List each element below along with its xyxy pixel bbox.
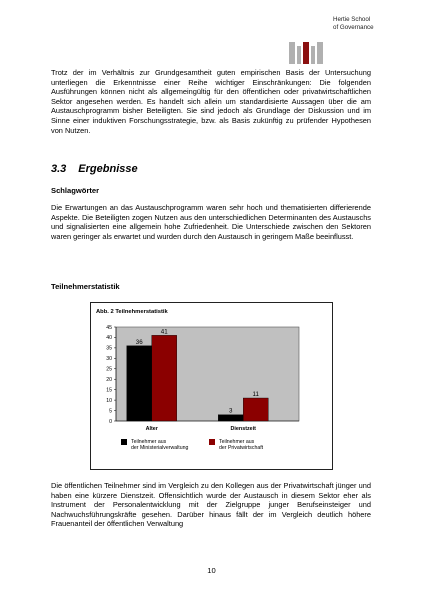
y-tick-label: 10 (106, 397, 112, 404)
x-category-label: Alter (145, 426, 158, 432)
y-tick-label: 45 (106, 324, 112, 331)
legend-label: Teilnehmer aus (219, 439, 255, 445)
page-number: 10 (207, 566, 216, 575)
bar (127, 346, 152, 421)
legend-label: der Ministerialverwaltung (131, 445, 189, 451)
y-tick-label: 30 (106, 356, 112, 363)
data-label: 36 (135, 338, 143, 346)
y-tick-label: 40 (106, 335, 112, 342)
legend-swatch (121, 439, 127, 445)
subheading-keywords: Schlagwörter (51, 186, 100, 195)
data-label: 3 (229, 407, 233, 415)
chart-title: Abb. 2 Teilnehmerstatistik (96, 309, 168, 315)
bar (243, 398, 268, 421)
logo-mark-icon (287, 42, 331, 66)
y-tick-label: 20 (106, 377, 112, 384)
logo-line-1: Hertie School (333, 16, 371, 23)
section-title: Ergebnisse (78, 163, 138, 175)
section-number: 3.3 (51, 163, 67, 175)
institution-logo (287, 16, 407, 68)
analysis-paragraph: Die öffentlichen Teilnehmer sind im Vergleich zu den Kollegen aus der Privatwirtschaft jünger und haben eine kürzere Dienstzeit. Offensichtlich wurde der Austausch in diesem Sektor eher als Instrument der Personalentwicklung mit der Zielgruppe junger Berufseinsteiger und Nachwuchsführungskräfte gesehen. Darüber hinaus fällt der im Vergleich deutlich höhere Frauenanteil der öffentlichen Verwaltung (51, 481, 371, 529)
legend-swatch (209, 439, 215, 445)
legend-label: der Privatwirtschaft (219, 445, 264, 451)
bar (152, 335, 177, 421)
y-tick-label: 15 (106, 387, 112, 394)
y-tick-label: 25 (106, 366, 112, 373)
subheading-statistics: Teilnehmerstatistik (51, 282, 120, 291)
intro-paragraph: Trotz der im Verhältnis zur Grundgesamtheit guten empirischen Basis der Untersuchung unterliegen die Erkenntnisse einer Reihe wichtiger Einschränkungen: Die folgenden Ausführungen können nicht als allgemeingültig für den öffentlichen oder privatwirtschaftlichen Sektor angesehen werden. Es handelt sich allein um standardisierte Aussagen über die am Austauschprogramm bisher Beteiligten. Sie sind jedoch als Grundlage der Diskussion und im Sinne einer induktiven Forschungsstrategie, bzw. als Basis zukünftig zu prüfender Hypothesen von Nutzen. (51, 68, 371, 135)
bar (218, 415, 243, 421)
data-label: 11 (252, 391, 259, 399)
legend-label: Teilnehmer aus (131, 439, 167, 445)
chart-canvas (91, 303, 332, 469)
data-label: 41 (160, 328, 168, 336)
x-category-label: Dienstzeit (230, 426, 256, 432)
section-heading (51, 163, 138, 175)
logo-line-2: of Governance (333, 24, 374, 31)
y-tick-label: 5 (109, 408, 112, 415)
keywords-paragraph: Die Erwartungen an das Austauschprogramm waren sehr hoch und thematisierten differierende Aspekte. Die Beteiligten zogen Nutzen aus den unterschiedlichen Determinanten des Austauschs und signalisierten eine allgemein hohe Zufriedenheit. Die Unterschiede zwischen den Sektoren waren geringer als erwartet und wurden durch den Austausch in geringem Maße beeinflusst. (51, 203, 371, 241)
y-tick-label: 0 (109, 418, 112, 425)
y-tick-label: 35 (106, 345, 112, 352)
participant-statistics-chart (90, 302, 333, 470)
